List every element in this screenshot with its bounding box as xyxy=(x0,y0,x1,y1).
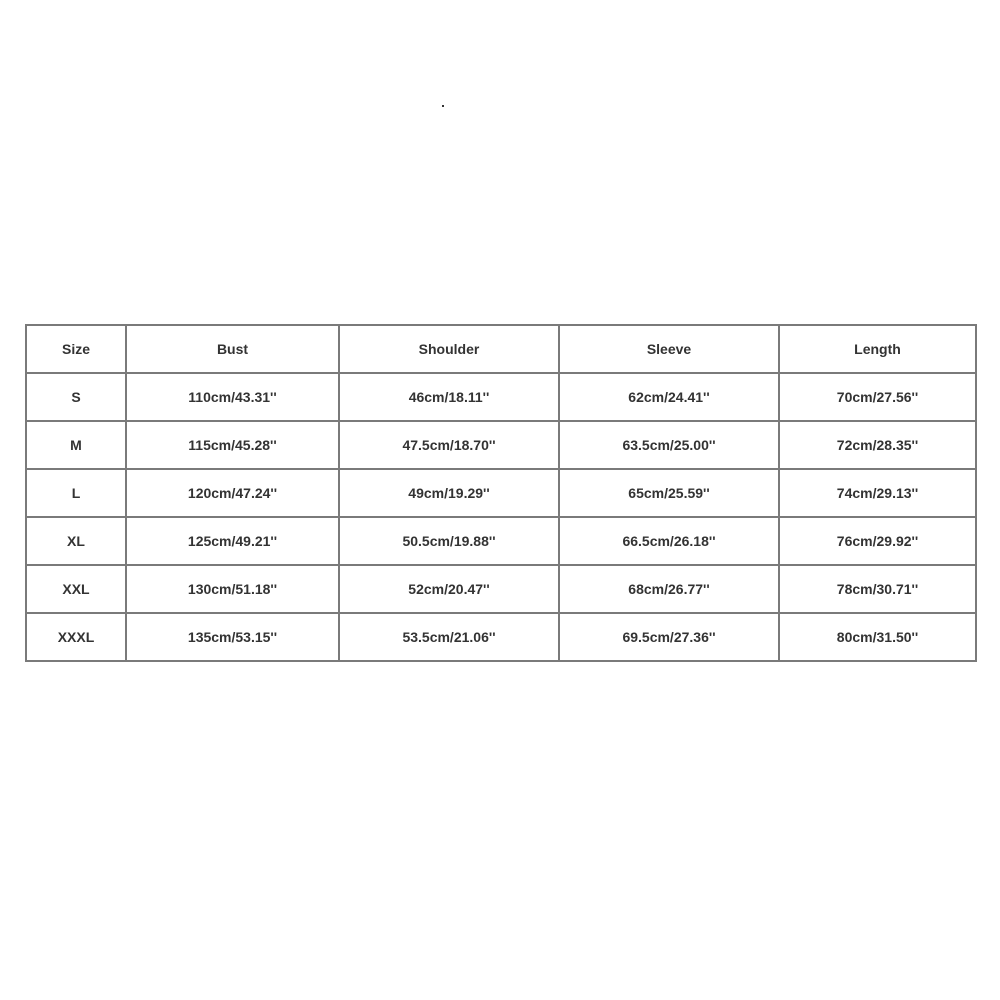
table-row xyxy=(26,517,976,565)
cell-sleeve: 62cm/24.41'' xyxy=(559,373,779,421)
cell-sleeve: 68cm/26.77'' xyxy=(559,565,779,613)
cell-length: 72cm/28.35'' xyxy=(779,421,976,469)
header-row xyxy=(26,325,976,373)
cell-sleeve: 65cm/25.59'' xyxy=(559,469,779,517)
cell-size: XXL xyxy=(26,565,126,613)
cell-length: 80cm/31.50'' xyxy=(779,613,976,661)
cell-shoulder: 50.5cm/19.88'' xyxy=(339,517,559,565)
cell-bust: 130cm/51.18'' xyxy=(126,565,339,613)
cell-shoulder: 47.5cm/18.70'' xyxy=(339,421,559,469)
table-row xyxy=(26,373,976,421)
cell-sleeve: 66.5cm/26.18'' xyxy=(559,517,779,565)
header-size: Size xyxy=(26,325,126,373)
cell-shoulder: 49cm/19.29'' xyxy=(339,469,559,517)
stray-dot xyxy=(442,105,444,107)
cell-size: S xyxy=(26,373,126,421)
cell-bust: 115cm/45.28'' xyxy=(126,421,339,469)
cell-bust: 120cm/47.24'' xyxy=(126,469,339,517)
header-shoulder: Shoulder xyxy=(339,325,559,373)
size-chart-table xyxy=(25,324,977,662)
cell-bust: 125cm/49.21'' xyxy=(126,517,339,565)
cell-length: 78cm/30.71'' xyxy=(779,565,976,613)
cell-length: 70cm/27.56'' xyxy=(779,373,976,421)
header-sleeve: Sleeve xyxy=(559,325,779,373)
cell-size: XL xyxy=(26,517,126,565)
table-row xyxy=(26,421,976,469)
cell-length: 76cm/29.92'' xyxy=(779,517,976,565)
cell-size: M xyxy=(26,421,126,469)
cell-sleeve: 69.5cm/27.36'' xyxy=(559,613,779,661)
table-row xyxy=(26,469,976,517)
cell-size: L xyxy=(26,469,126,517)
cell-bust: 135cm/53.15'' xyxy=(126,613,339,661)
header-length: Length xyxy=(779,325,976,373)
cell-size: XXXL xyxy=(26,613,126,661)
cell-shoulder: 52cm/20.47'' xyxy=(339,565,559,613)
cell-sleeve: 63.5cm/25.00'' xyxy=(559,421,779,469)
table-row xyxy=(26,565,976,613)
cell-length: 74cm/29.13'' xyxy=(779,469,976,517)
cell-bust: 110cm/43.31'' xyxy=(126,373,339,421)
table-row xyxy=(26,613,976,661)
header-bust: Bust xyxy=(126,325,339,373)
cell-shoulder: 46cm/18.11'' xyxy=(339,373,559,421)
cell-shoulder: 53.5cm/21.06'' xyxy=(339,613,559,661)
